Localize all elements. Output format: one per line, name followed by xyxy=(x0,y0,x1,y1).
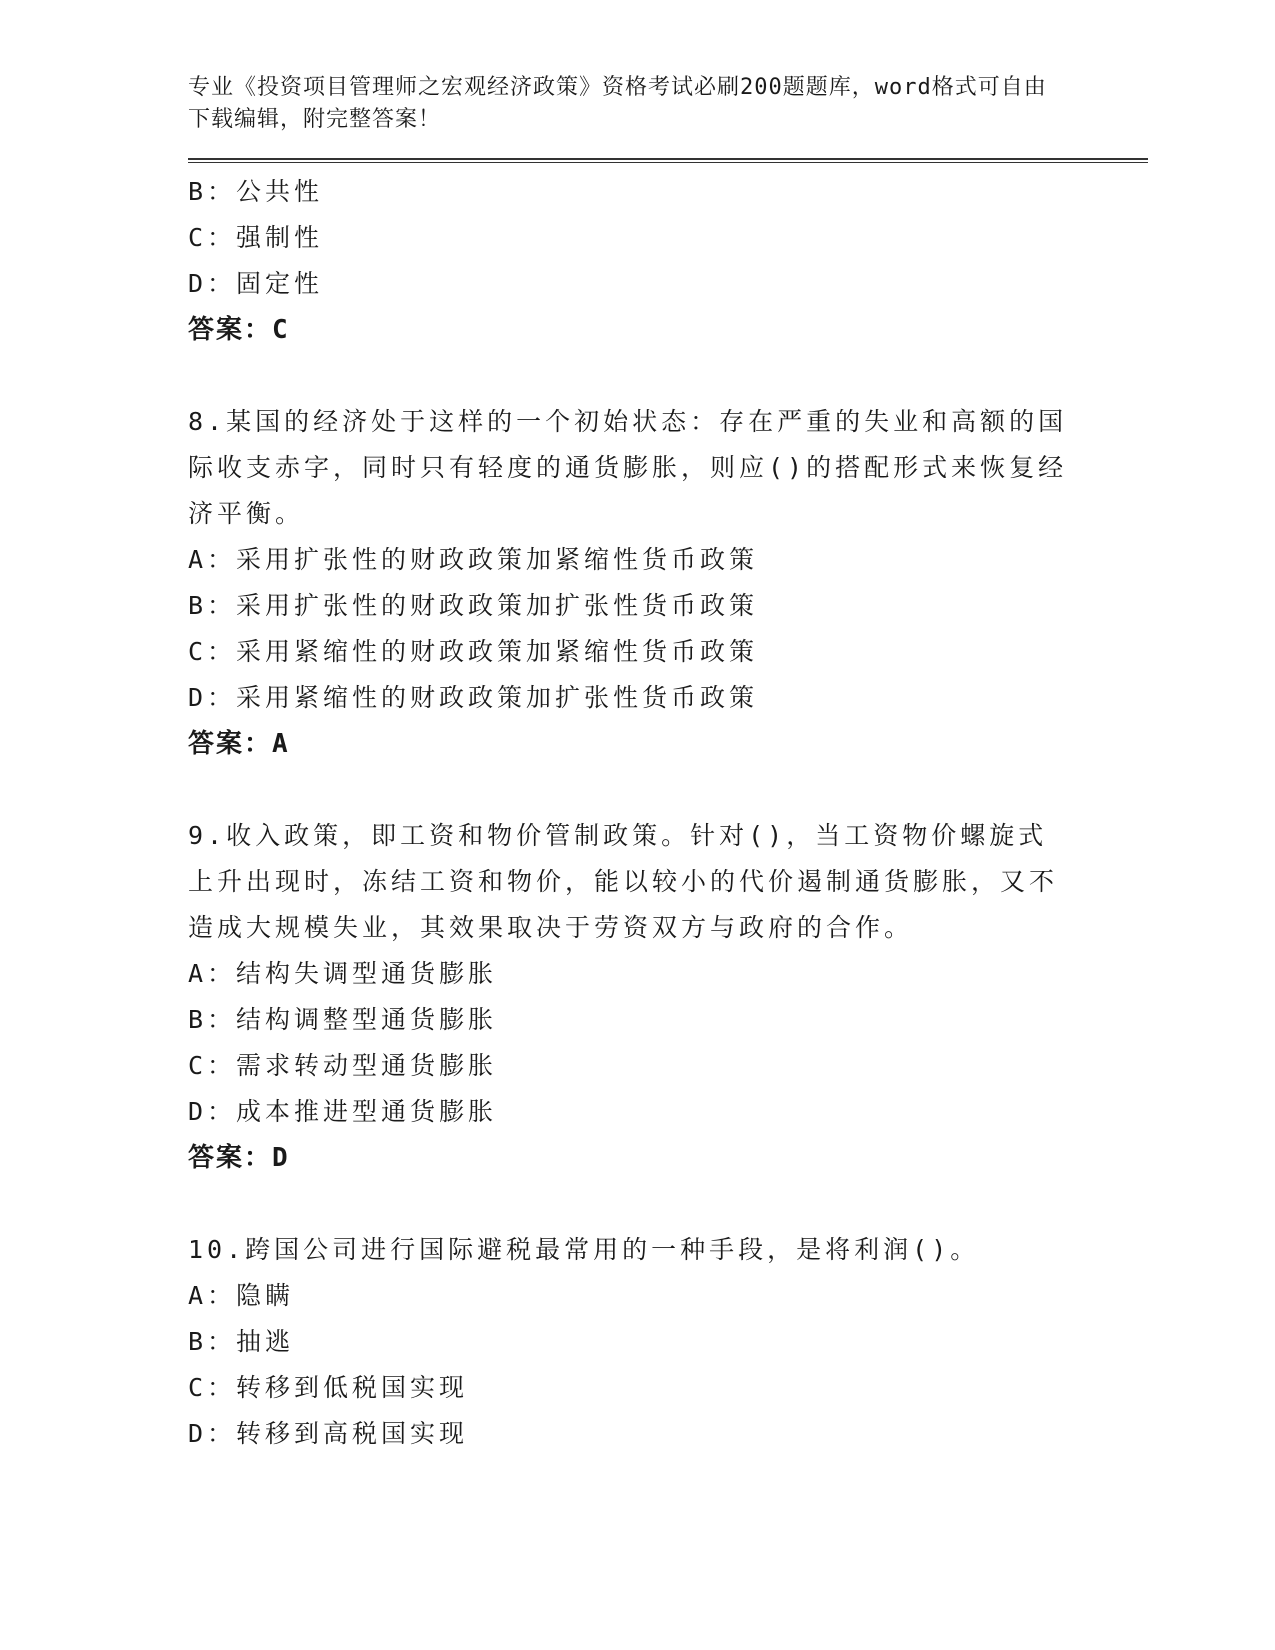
q10-text: 10.跨国公司进行国际避税最常用的一种手段，是将利润()。 xyxy=(188,1235,980,1264)
q10-option-d: D：转移到高税国实现 xyxy=(188,1419,469,1448)
q10-option-a: A：隐瞒 xyxy=(188,1281,295,1310)
spacer xyxy=(188,353,1148,399)
q8-option-d: D：采用紧缩性的财政政策加扩张性货币政策 xyxy=(188,683,759,712)
q8-option-c: C：采用紧缩性的财政政策加紧缩性货币政策 xyxy=(188,637,759,666)
q9-option-c: C：需求转动型通货膨胀 xyxy=(188,1051,498,1080)
q9-option-a: A：结构失调型通货膨胀 xyxy=(188,959,498,988)
q7-option-b: B：公共性 xyxy=(188,177,324,206)
q9-option-b: B：结构调整型通货膨胀 xyxy=(188,1005,498,1034)
q9-option-d: D：成本推进型通货膨胀 xyxy=(188,1097,498,1126)
spacer xyxy=(188,1181,1148,1227)
question-8 xyxy=(188,399,1148,767)
q10-option-b: B：抽逃 xyxy=(188,1327,295,1356)
q7-answer: 答案：C xyxy=(188,315,290,345)
q8-option-b: B：采用扩张性的财政政策加扩张性货币政策 xyxy=(188,591,759,620)
q8-option-a: A：采用扩张性的财政政策加紧缩性货币政策 xyxy=(188,545,759,574)
document-header: 专业《投资项目管理师之宏观经济政策》资格考试必刷200题题库，word格式可自由下载编辑，附完整答案！ xyxy=(188,75,1047,132)
question-10 xyxy=(188,1227,1148,1457)
q7-option-c: C：强制性 xyxy=(188,223,324,252)
q8-text: 8.某国的经济处于这样的一个初始状态：存在严重的失业和高额的国际收支赤字，同时只有轻度的通货膨胀，则应()的搭配形式来恢复经济平衡。 xyxy=(188,407,1068,528)
q8-answer: 答案：A xyxy=(188,729,290,759)
q10-option-c: C：转移到低税国实现 xyxy=(188,1373,469,1402)
q9-answer: 答案：D xyxy=(188,1143,290,1173)
question-9 xyxy=(188,813,1148,1181)
q9-text: 9.收入政策，即工资和物价管制政策。针对()，当工资物价螺旋式上升出现时，冻结工资和物价，能以较小的代价遏制通货膨胀，又不造成大规模失业，其效果取决于劳资双方与政府的合作。 xyxy=(188,821,1059,942)
question-7 xyxy=(188,169,1148,353)
header-divider xyxy=(188,158,1148,163)
spacer xyxy=(188,767,1148,813)
q7-option-d: D：固定性 xyxy=(188,269,324,298)
document-page xyxy=(188,72,1148,1457)
